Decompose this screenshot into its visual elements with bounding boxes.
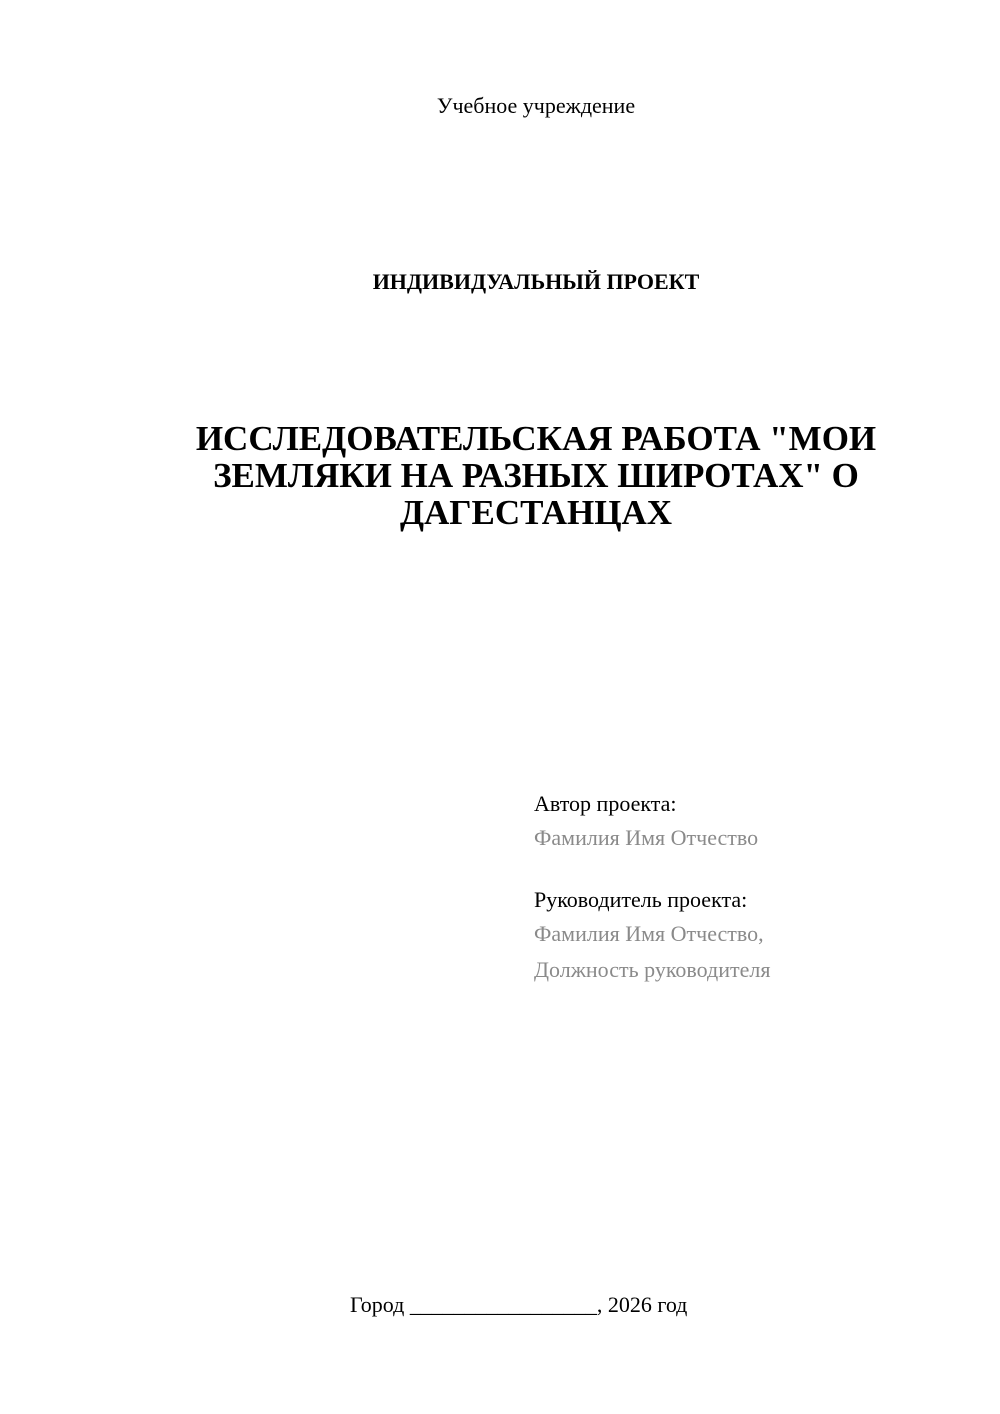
institution-name: Учебное учреждение — [436, 93, 636, 118]
supervisor-label: Руководитель проекта: — [534, 887, 748, 912]
supervisor-position: Должность руководителя — [534, 957, 771, 982]
supervisor-name: Фамилия Имя Отчество, — [534, 921, 764, 946]
project-info-block — [534, 788, 954, 988]
project-type-heading: ИНДИВИДУАЛЬНЫЙ ПРОЕКТ — [372, 269, 700, 294]
author-name: Фамилия Имя Отчество — [534, 825, 759, 850]
project-title: ИССЛЕДОВАТЕЛЬСКАЯ РАБОТА "МОИ ЗЕМЛЯКИ НА РАЗНЫХ ШИРОТАХ" О ДАГЕСТАНЦАХ — [195, 419, 877, 532]
author-label: Автор проекта: — [534, 791, 677, 816]
city-year-line: Город _________________, 2026 год — [350, 1292, 688, 1317]
